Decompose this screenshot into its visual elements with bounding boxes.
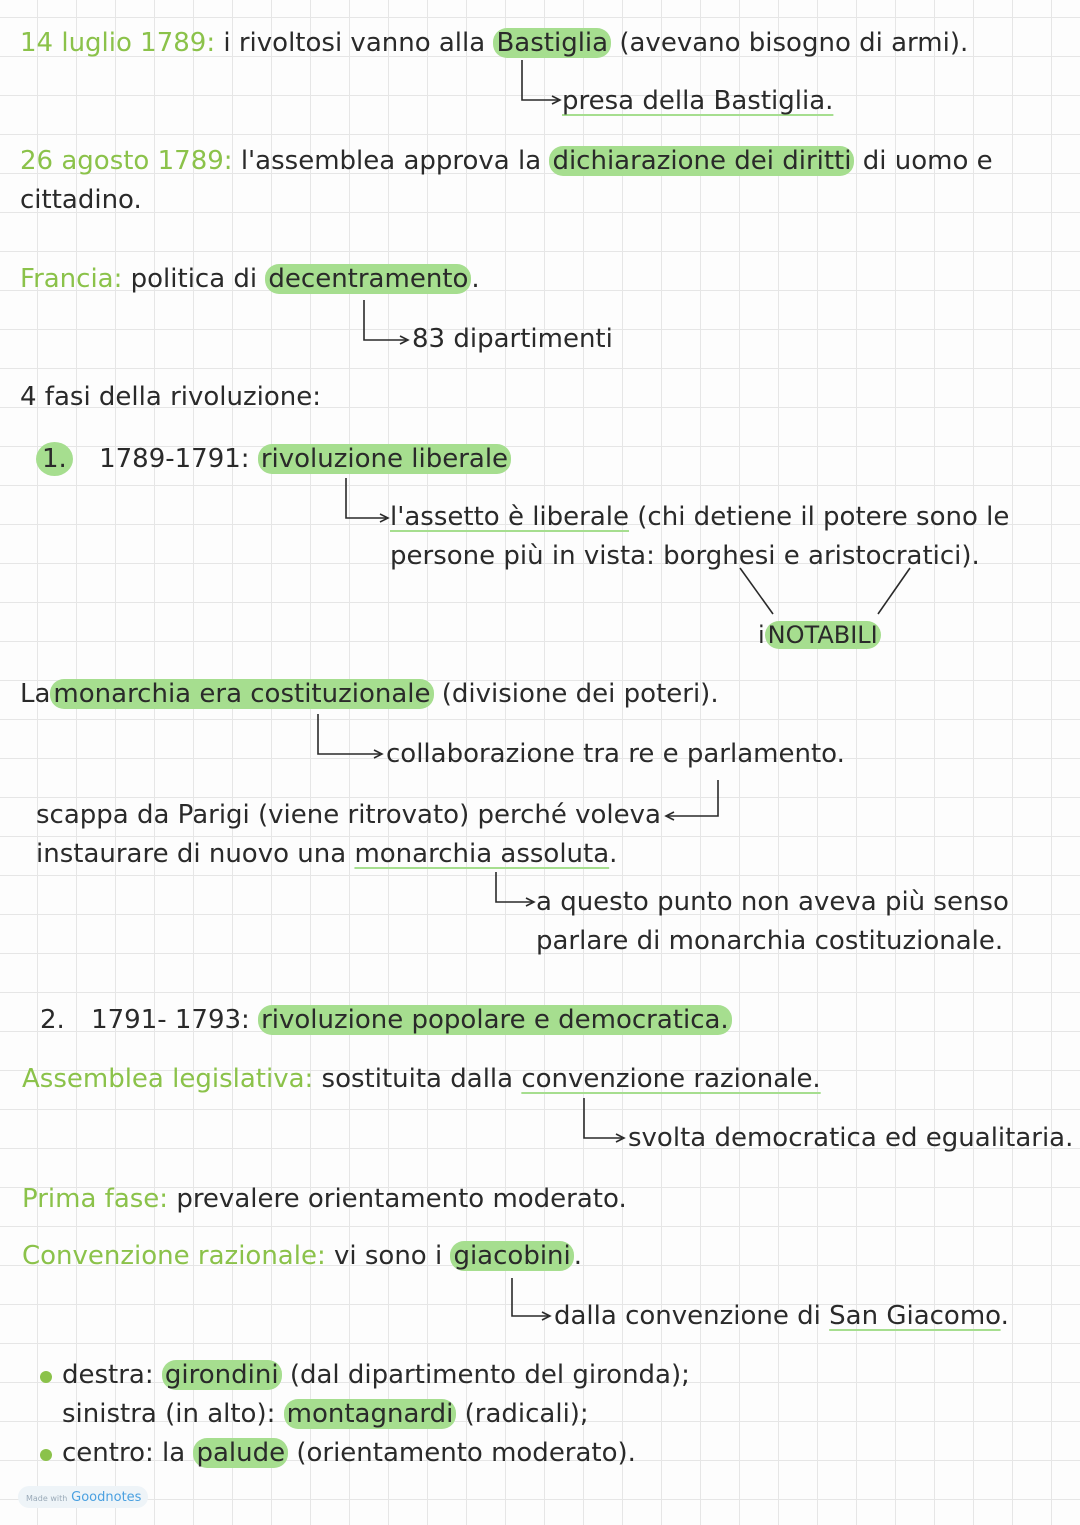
phase-1: 1. 1789-1791: rivoluzione liberale — [36, 442, 511, 476]
label: Francia: — [20, 264, 123, 294]
line-scappa: scappa da Parigi (viene ritrovato) perché voleva — [36, 800, 661, 830]
line-monarchia: La monarchia era costituzionale (divisione dei poteri). — [20, 679, 719, 709]
note-collaborazione: collaborazione tra re e parlamento. — [386, 739, 845, 769]
bullet-icon — [40, 1449, 52, 1461]
date-label: 14 luglio 1789: — [20, 28, 216, 58]
line-dichiarazione: 26 agosto 1789: l'assemblea approva la dichiarazione dei diritti di uomo e — [20, 146, 993, 176]
note-notabili: i NOTABILI — [758, 618, 881, 652]
line-instaurare: instaurare di nuovo una monarchia assoluta. — [36, 839, 618, 869]
note-assetto: l'assetto è liberale (chi detiene il potere sono le — [390, 502, 1010, 532]
line-francia: Francia: politica di decentramento . — [20, 264, 480, 294]
highlight: palude — [193, 1438, 288, 1468]
highlight: dichiarazione dei diritti — [549, 146, 854, 176]
line-bastiglia: 14 luglio 1789: i rivoltosi vanno alla Bastiglia (avevano bisogno di armi). — [20, 28, 969, 58]
goodnotes-badge: Made with Goodnotes — [18, 1486, 148, 1508]
phase-2: 2. 1791- 1793: rivoluzione popolare e democratica. — [40, 1003, 732, 1037]
bullet-icon — [40, 1371, 52, 1383]
highlight: decentramento — [265, 264, 471, 294]
phase-number: 1. — [36, 442, 73, 476]
list-item-centro: centro: la palude (orientamento moderato). — [62, 1438, 636, 1468]
list-item-sinistra: sinistra (in alto): montagnardi (radicali); — [62, 1399, 589, 1429]
line-assemblea: Assemblea legislativa: sostituita dalla convenzione razionale. — [22, 1064, 821, 1094]
line-prima-fase: Prima fase: prevalere orientamento moderato. — [22, 1184, 627, 1214]
note-presa: presa della Bastiglia. — [562, 86, 834, 116]
highlight: monarchia era costituzionale — [50, 679, 433, 709]
phase-number: 2. — [40, 1005, 65, 1035]
highlight: NOTABILI — [765, 621, 881, 649]
label: Prima fase: — [22, 1184, 169, 1214]
note-san-giacomo: dalla convenzione di San Giacomo. — [554, 1301, 1009, 1331]
note-assetto-2: persone più in vista: borghesi e aristocratici). — [390, 541, 980, 571]
note-questo-2: parlare di monarchia costituzionale. — [536, 926, 1004, 956]
label: Assemblea legislativa: — [22, 1064, 314, 1094]
list-item-destra: destra: girondini (dal dipartimento del gironda); — [62, 1360, 690, 1390]
note-svolta: svolta democratica ed egualitaria. — [628, 1123, 1074, 1153]
heading-fasi: 4 fasi della rivoluzione: — [20, 382, 321, 412]
highlight: Bastiglia — [493, 28, 611, 58]
line-convenzione: Convenzione razionale: vi sono i giacobini . — [22, 1241, 583, 1271]
note-questo: a questo punto non aveva più senso — [536, 887, 1009, 917]
highlight: rivoluzione liberale — [258, 444, 511, 474]
highlight: girondini — [162, 1360, 282, 1390]
note-dipartimenti: 83 dipartimenti — [412, 324, 613, 354]
highlight: giacobini — [450, 1241, 573, 1271]
highlight: montagnardi — [284, 1399, 457, 1429]
highlight: rivoluzione popolare e democratica. — [258, 1005, 732, 1035]
label: Convenzione razionale: — [22, 1241, 326, 1271]
date-label: 26 agosto 1789: — [20, 146, 233, 176]
line-cittadino: cittadino. — [20, 185, 142, 215]
